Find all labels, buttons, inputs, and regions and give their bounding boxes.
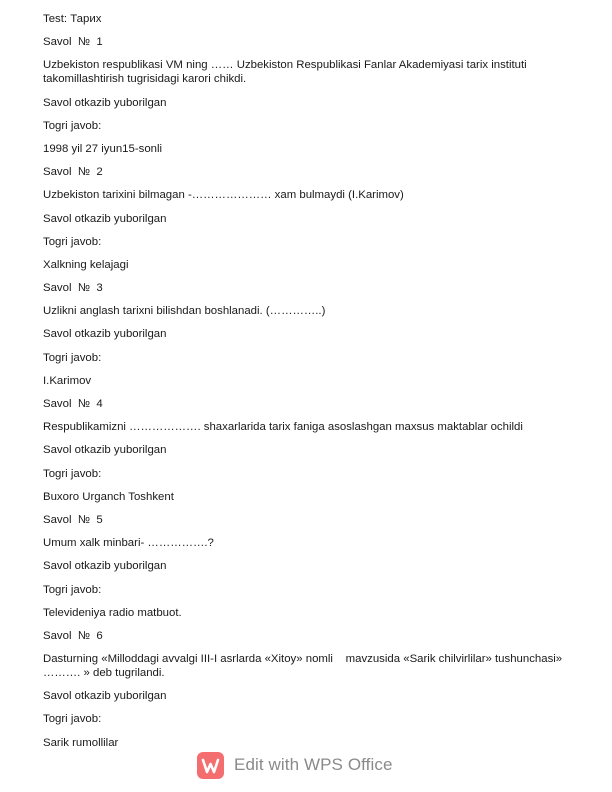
question-text: Uzbekiston tarixini bilmagan -………………… xam bulmaydi (I.Karimov) bbox=[43, 189, 404, 202]
question-text: Respublikamizni ………………. shaxarlarida tarix faniga asoslashgan maxsus maktablar ochildi bbox=[43, 421, 523, 434]
answer-label: Togri javob: bbox=[43, 713, 102, 726]
answer-text: Sarik rumollilar bbox=[43, 736, 119, 749]
question-heading: Savol № 5 bbox=[43, 513, 103, 526]
answer-text: Xalkning kelajagi bbox=[43, 258, 129, 271]
answer-label: Togri javob: bbox=[43, 351, 102, 364]
question-status: Savol otkazib yuborilgan bbox=[43, 96, 167, 109]
question-status: Savol otkazib yuborilgan bbox=[43, 444, 167, 457]
question-text: Uzlikni anglash tarixni bilishdan boshlanadi. (…………..) bbox=[43, 305, 326, 318]
answer-text: 1998 yil 27 iyun15-sonli bbox=[43, 142, 163, 155]
question-status: Savol otkazib yuborilgan bbox=[43, 328, 167, 341]
question-heading: Savol № 6 bbox=[43, 629, 103, 642]
question-status: Savol otkazib yuborilgan bbox=[43, 212, 167, 225]
answer-text: Buxoro Urganch Toshkent bbox=[43, 490, 174, 503]
question-block bbox=[43, 281, 583, 388]
question-heading: Savol № 1 bbox=[43, 36, 103, 49]
question-text: Umum xalk minbari- …………….? bbox=[43, 537, 214, 550]
question-block bbox=[43, 513, 583, 620]
wps-watermark[interactable] bbox=[197, 750, 393, 780]
test-title: Test: Тарих bbox=[43, 13, 102, 25]
question-heading: Savol № 3 bbox=[43, 282, 103, 295]
question-block bbox=[43, 165, 583, 272]
answer-text: I.Karimov bbox=[43, 374, 92, 387]
question-text: Dasturning «Milloddagi avvalgi III-I asrlarda «Xitoy» nomli mavzusida «Sarik chilvirlilar» tushunchasi» ………. » deb tugrilandi. bbox=[43, 653, 566, 680]
question-status: Savol otkazib yuborilgan bbox=[43, 690, 167, 703]
answer-text: Televideniya radio matbuot. bbox=[43, 606, 182, 619]
question-block bbox=[43, 35, 583, 156]
watermark-label: Edit with WPS Office bbox=[234, 755, 393, 774]
answer-label: Togri javob: bbox=[43, 583, 102, 596]
answer-label: Togri javob: bbox=[43, 235, 102, 248]
document-page bbox=[43, 12, 583, 750]
question-status: Savol otkazib yuborilgan bbox=[43, 560, 167, 573]
question-heading: Savol № 4 bbox=[43, 398, 103, 410]
answer-label: Togri javob: bbox=[43, 467, 102, 480]
question-text: Uzbekiston respublikasi VM ning …… Uzbekiston Respublikasi Fanlar Akademiyasi tarix instituti takomillashtirish tugrisidagi karori chikdi. bbox=[43, 59, 530, 86]
wps-office-logo-icon bbox=[197, 752, 224, 779]
answer-label: Togri javob: bbox=[43, 119, 102, 132]
question-heading: Savol № 2 bbox=[43, 166, 103, 179]
question-block bbox=[43, 629, 583, 750]
question-block bbox=[43, 397, 583, 504]
